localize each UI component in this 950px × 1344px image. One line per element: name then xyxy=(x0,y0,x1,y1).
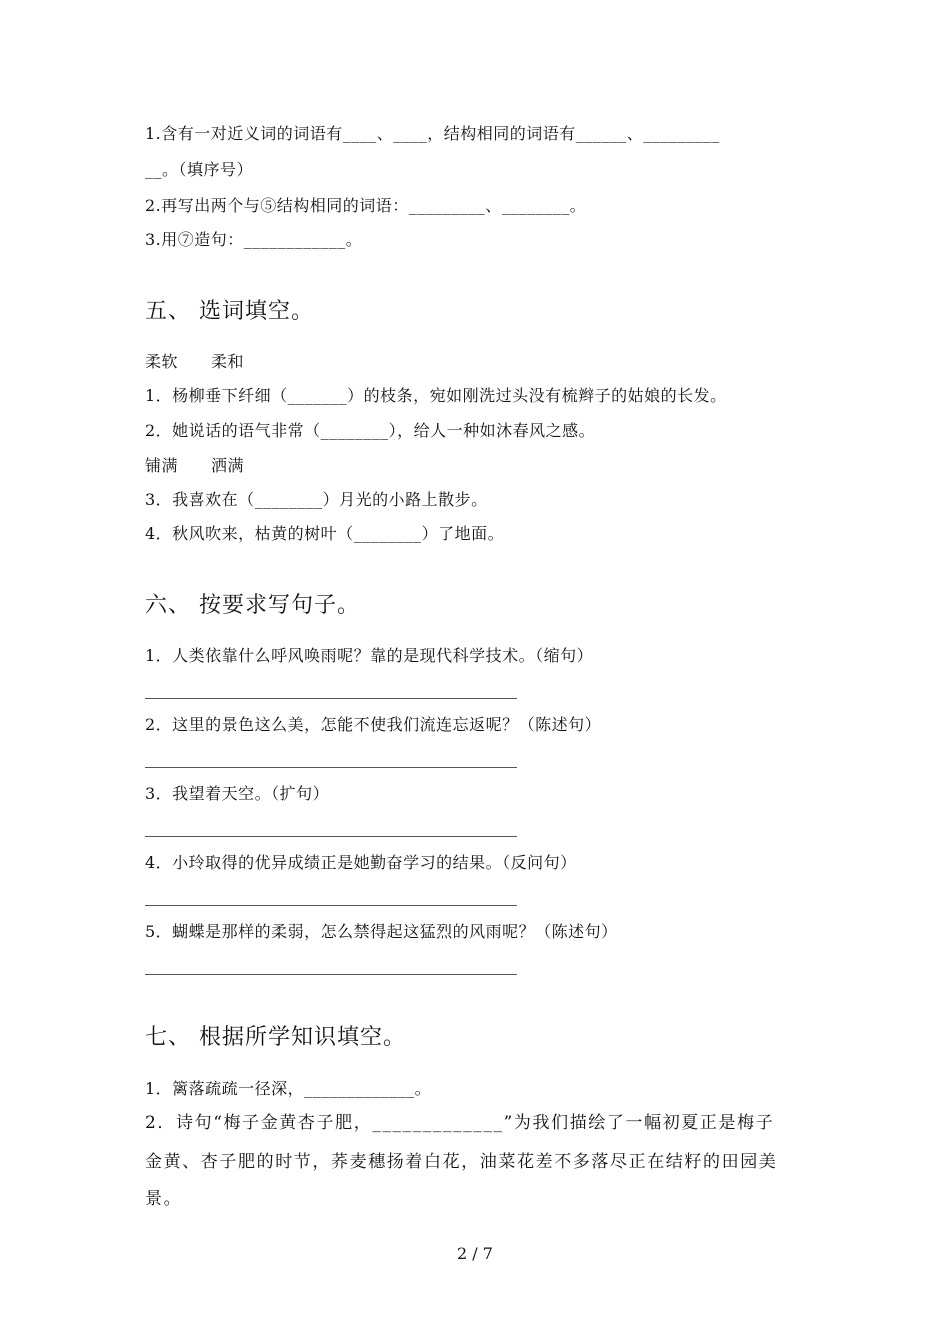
s6-q2-answer-line[interactable] xyxy=(145,767,517,768)
s5-q2: 2．她说话的语气非常（________），给人一种如沐春风之感。 xyxy=(145,421,596,440)
s6-q1-answer-line[interactable] xyxy=(145,698,517,699)
s5-word-group-1: 柔软 柔和 xyxy=(145,352,245,371)
s4-q2: 2.再写出两个与⑤结构相同的词语：_________、________。 xyxy=(145,196,587,215)
page-number: 2 / 7 xyxy=(457,1244,493,1263)
s6-q5-answer-line[interactable] xyxy=(145,974,517,975)
s6-q4: 4．小玲取得的优异成绩正是她勤奋学习的结果。（反问句） xyxy=(145,853,577,872)
s4-q1-line1: 1.含有一对近义词的词语有____、____，结构相同的词语有______、_________ xyxy=(145,124,720,143)
s4-q3: 3.用⑦造句：____________。 xyxy=(145,230,363,249)
s7-q1: 1．篱落疏疏一径深，_____________。 xyxy=(145,1079,432,1098)
s4-q1-line2: __。（填序号） xyxy=(145,160,254,179)
s7-q2-line2: 金黄、杏子肥的时节，荞麦穗扬着白花，油菜花差不多落尽正在结籽的田园美 xyxy=(145,1152,778,1172)
s7-q2-line3: 景。 xyxy=(145,1189,183,1209)
s6-q4-answer-line[interactable] xyxy=(145,905,517,906)
s5-q1: 1．杨柳垂下纤细（_______）的枝条，宛如刚洗过头没有梳辫子的姑娘的长发。 xyxy=(145,386,727,405)
s5-q3: 3．我喜欢在（________）月光的小路上散步。 xyxy=(145,490,488,509)
s5-q4: 4．秋风吹来，枯黄的树叶（________）了地面。 xyxy=(145,524,505,543)
section7-title: 七、 根据所学知识填空。 xyxy=(145,1025,406,1050)
s6-q3: 3．我望着天空。（扩句） xyxy=(145,784,330,803)
s5-word-group-2: 铺满 洒满 xyxy=(145,456,245,475)
s6-q3-answer-line[interactable] xyxy=(145,836,517,837)
s6-q2: 2．这里的景色这么美，怎能不使我们流连忘返呢？（陈述句） xyxy=(145,715,602,734)
s6-q5: 5．蝴蝶是那样的柔弱，怎么禁得起这猛烈的风雨呢？（陈述句） xyxy=(145,922,618,941)
section6-title: 六、 按要求写句子。 xyxy=(145,593,360,618)
s6-q1: 1．人类依靠什么呼风唤雨呢？靠的是现代科学技术。（缩句） xyxy=(145,646,594,665)
section5-title: 五、 选词填空。 xyxy=(145,299,314,324)
s7-q2-line1: 2．诗句“梅子金黄杏子肥，_____________”为我们描绘了一幅初夏正是梅子 xyxy=(145,1113,775,1133)
